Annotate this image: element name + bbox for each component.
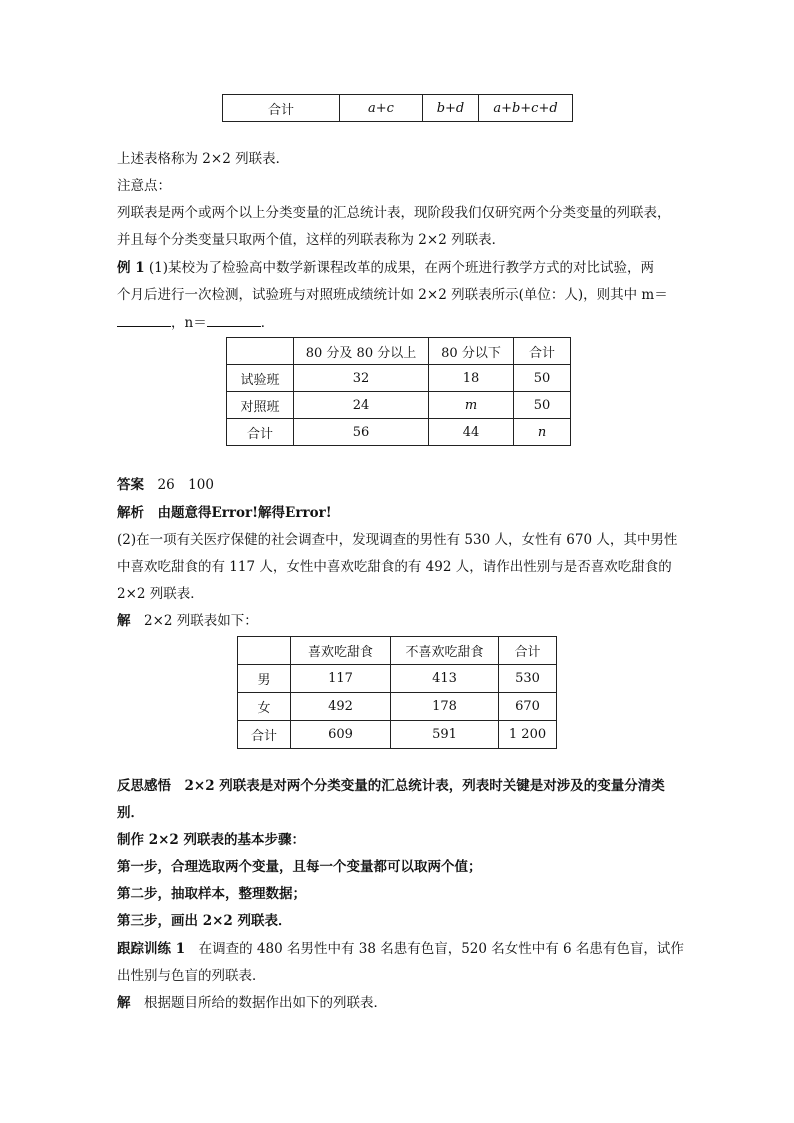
- text-line: 制作 2×2 列联表的基本步骤：: [117, 832, 305, 848]
- table-cell: 24: [294, 392, 429, 419]
- text-line: 第一步，合理选取两个变量，且每一个变量都可以取两个值；: [117, 859, 482, 875]
- table-cell: 不喜欢吃甜食: [391, 637, 499, 665]
- table-row: [227, 392, 571, 419]
- training-label: 跟踪训练 1: [117, 941, 186, 957]
- text-line: 中喜欢吃甜食的有 117 人，女性中喜欢吃甜食的有 492 人，请作出性别与是否喜欢吃甜食的: [117, 559, 672, 575]
- table-cell: 50: [514, 392, 571, 419]
- answer-value: 26 100: [157, 477, 214, 493]
- table-row: [223, 95, 573, 122]
- solution-label: 解: [117, 613, 131, 629]
- training-line: [117, 939, 684, 959]
- analysis-line: [117, 503, 332, 523]
- text-line: 上述表格称为 2×2 列联表．: [117, 151, 290, 167]
- table-cell: 合计: [223, 95, 340, 122]
- table-cell: 合计: [514, 338, 571, 365]
- table-cell: 试验班: [227, 365, 294, 392]
- table-cell: 女: [238, 693, 291, 721]
- table-row: [238, 637, 557, 665]
- sweets-table: [237, 636, 557, 749]
- blank-m: [117, 312, 171, 327]
- text-line: 列联表是两个或两个以上分类变量的汇总统计表，现阶段我们仅研究两个分类变量的列联表，: [117, 205, 671, 221]
- table-cell: 合计: [227, 419, 294, 446]
- table-cell: 44: [429, 419, 514, 446]
- table-cell: b+d: [423, 95, 479, 122]
- table-cell: 50: [514, 365, 571, 392]
- analysis-label: 解析: [117, 505, 144, 521]
- reflection-text: 2×2 列联表是对两个分类变量的汇总统计表，列表时关键是对涉及的变量分清类: [184, 778, 665, 794]
- example-1-blanks: [117, 312, 274, 333]
- text-line: 个月后进行一次检测，试验班与对照班成绩统计如 2×2 列联表所示(单位：人)，则其中 m＝: [117, 287, 668, 303]
- answer-line: [117, 475, 214, 495]
- blank-n: [207, 312, 261, 327]
- table-cell: m: [429, 392, 514, 419]
- table-cell: 178: [391, 693, 499, 721]
- table-row: [227, 365, 571, 392]
- training-solution-line: [117, 993, 387, 1013]
- text-line: 注意点：: [117, 178, 171, 194]
- table-cell: [238, 637, 291, 665]
- text-line: (2)在一项有关医疗保健的社会调查中，发现调查的男性有 530 人，女性有 670 人，其中男性: [117, 532, 678, 548]
- table-cell: 喜欢吃甜食: [291, 637, 391, 665]
- analysis-text: 由题意得Error!解得Error!: [157, 505, 332, 521]
- example-1-line-a: [117, 258, 654, 278]
- table-row: [227, 338, 571, 365]
- top-table: [222, 94, 573, 122]
- table-cell: 32: [294, 365, 429, 392]
- table-cell: 18: [429, 365, 514, 392]
- text-line: 出性别与色盲的列联表．: [117, 968, 266, 984]
- reflection-line: [117, 776, 665, 796]
- table-cell: 413: [391, 665, 499, 693]
- solution-label: 解: [117, 995, 131, 1011]
- table-cell: 56: [294, 419, 429, 446]
- solution-text: 2×2 列联表如下：: [144, 613, 258, 629]
- table-cell: n: [514, 419, 571, 446]
- training-text: 在调查的 480 名男性中有 38 名患有色盲，520 名女性中有 6 名患有色盲，试作: [198, 941, 684, 957]
- table-cell: 对照班: [227, 392, 294, 419]
- table-cell: 670: [499, 693, 557, 721]
- table-row: [238, 665, 557, 693]
- score-table: [226, 337, 571, 446]
- table-row: [238, 693, 557, 721]
- table-row: [238, 721, 557, 749]
- text-line: 第二步，抽取样本，整理数据；: [117, 886, 306, 902]
- solution-line: [117, 611, 258, 631]
- example-text: (1)某校为了检验高中数学新课程改革的成果，在两个班进行教学方式的对比试验，两: [148, 260, 655, 276]
- text-line: 并且每个分类变量只取两个值，这样的列联表称为 2×2 列联表．: [117, 232, 506, 248]
- table-cell: 117: [291, 665, 391, 693]
- example-label: 例 1: [117, 260, 145, 276]
- table-cell: 492: [291, 693, 391, 721]
- table-cell: a+c: [340, 95, 423, 122]
- answer-label: 答案: [117, 477, 144, 493]
- table-cell: 1 200: [499, 721, 557, 749]
- table-cell: 80 分及 80 分以上: [294, 338, 429, 365]
- table-cell: 591: [391, 721, 499, 749]
- table-cell: a+b+c+d: [479, 95, 573, 122]
- text-line: 别．: [117, 805, 144, 821]
- table-cell: 合计: [238, 721, 291, 749]
- reflection-label: 反思感悟: [117, 778, 171, 794]
- table-cell: 合计: [499, 637, 557, 665]
- table-cell: 80 分以下: [429, 338, 514, 365]
- period: ．: [260, 315, 275, 331]
- table-cell: 609: [291, 721, 391, 749]
- table-row: [227, 419, 571, 446]
- table-cell: 530: [499, 665, 557, 693]
- text-line: 第三步，画出 2×2 列联表．: [117, 913, 292, 929]
- text-line: 2×2 列联表．: [117, 586, 204, 602]
- text-n: ，n＝: [171, 315, 207, 331]
- table-cell: 男: [238, 665, 291, 693]
- table-cell: [227, 338, 294, 365]
- solution-text: 根据题目所给的数据作出如下的列联表．: [144, 995, 387, 1011]
